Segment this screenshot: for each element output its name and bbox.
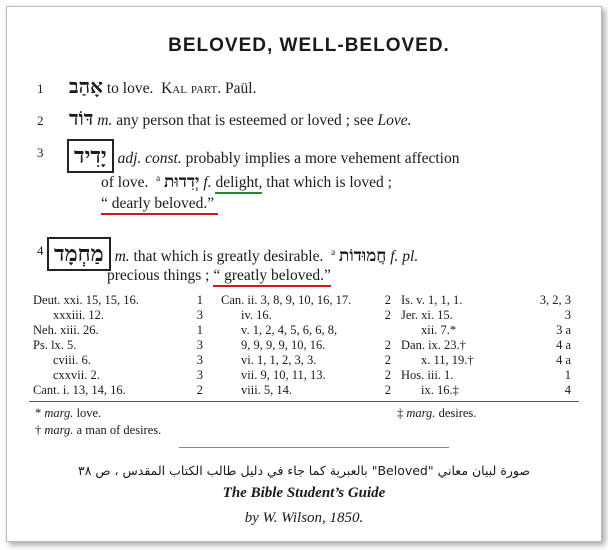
reference-citation: vii. 9, 10, 11, 13. — [241, 368, 326, 382]
reference-entry-number: 4 a — [556, 338, 571, 352]
footnote-symbol: * — [35, 406, 42, 420]
reference-citation: Is. v. 1, 1, 1. — [401, 293, 463, 307]
entry-3-line-3 — [101, 193, 218, 215]
reference-citation: xxxiii. 12. — [53, 308, 105, 322]
reference-row — [33, 308, 203, 323]
separator-rule — [29, 401, 579, 402]
reference-column-3 — [401, 293, 571, 398]
grammar-note: m. — [114, 248, 130, 265]
grammar-note: adj. const. — [117, 150, 182, 167]
reference-entry-number: 2 — [384, 368, 391, 382]
reference-row — [33, 383, 203, 398]
reference-citation: Cant. i. 13, 14, 16. — [33, 383, 126, 397]
reference-citation: Hos. iii. 1. — [401, 368, 454, 382]
arabic-caption: صورة لبيان معاني "Beloved" بالعبرية كما جاء في دليل طالب الكتاب المقدس ، ص ٣٨ — [78, 463, 530, 478]
reference-row — [33, 353, 203, 368]
reference-row — [401, 338, 571, 353]
entry-4-line-2 — [107, 265, 331, 287]
footnotes-left — [35, 405, 161, 439]
footnote-symbol: ‡ — [397, 406, 404, 420]
reference-row — [33, 368, 203, 383]
entry-number: 3 — [37, 145, 44, 160]
footnote-marg: marg. — [406, 406, 436, 420]
reference-citation: Ps. lx. 5. — [33, 338, 77, 352]
reference-row — [401, 383, 571, 398]
reference-entry-number: 2 — [384, 353, 391, 367]
page-heading: BELOVED, WELL-BELOVED. — [168, 35, 450, 56]
reference-row — [221, 323, 391, 338]
footnote-text: love. — [76, 406, 102, 420]
reference-citation: xii. 7.* — [421, 323, 457, 337]
footnote-marg: marg. — [44, 406, 74, 420]
hebrew-word-boxed: יָדִיד — [67, 139, 114, 173]
footnote-text: a man of desires. — [76, 423, 162, 437]
reference-row — [221, 353, 391, 368]
highlighted-quote: “ greatly beloved.” — [213, 267, 330, 287]
reference-citation: ix. 16.‡ — [421, 383, 459, 397]
reference-row — [221, 383, 391, 398]
reference-entry-number: 3 a — [556, 323, 571, 337]
book-title-caption: The Bible Student’s Guide — [222, 485, 386, 501]
footnote-marg: marg. — [44, 423, 74, 437]
footnote-symbol: † — [35, 423, 42, 437]
reference-row — [33, 323, 203, 338]
entry-text: to love. — [106, 80, 154, 97]
reference-row — [33, 338, 203, 353]
entry-text: that which is loved ; — [266, 174, 392, 192]
reference-citation: iv. 16. — [241, 308, 272, 322]
reference-entry-number: 3 — [196, 308, 203, 322]
reference-citation: cviii. 6. — [53, 353, 91, 367]
reference-entry-number: 3, 2, 3 — [539, 293, 571, 307]
reference-citation: viii. 5, 14. — [241, 383, 293, 397]
reference-citation: Deut. xxi. 15, 15, 16. — [33, 293, 139, 307]
document-frame — [6, 6, 602, 542]
entry-text: any person that is esteemed or loved ; see — [116, 112, 374, 129]
footnote-mark: a — [156, 173, 161, 183]
reference-entry-number: 2 — [384, 293, 391, 307]
entry-text: Paül. — [225, 80, 257, 97]
footnotes-right — [397, 405, 476, 422]
entry-number: 4 — [37, 243, 44, 258]
reference-entry-number: 1 — [564, 368, 571, 382]
reference-citation: v. 1, 2, 4, 5, 6, 6, 8, — [241, 323, 338, 337]
hebrew-word-boxed: מַחְמָד — [47, 237, 111, 271]
reference-citation: 9, 9, 9, 9, 10, 16. — [241, 338, 326, 352]
grammar-note: f. — [203, 174, 212, 192]
reference-row — [221, 368, 391, 383]
scanned-page — [29, 35, 597, 455]
entry-1 — [69, 75, 256, 100]
author-caption: by W. Wilson, 1850. — [244, 510, 364, 526]
reference-row — [401, 368, 571, 383]
grammar-note: Kal part. — [161, 80, 222, 97]
reference-row — [401, 353, 571, 368]
entry-text: probably implies a more vehement affection — [185, 150, 460, 167]
entry-text: that which is greatly desirable. — [133, 248, 324, 265]
reference-entry-number: 4 a — [556, 353, 571, 367]
entry-text: precious things ; — [107, 267, 210, 284]
footnote-mark: a — [331, 246, 336, 257]
reference-row — [221, 338, 391, 353]
hebrew-word: חֲמוּדוֹת — [338, 246, 387, 266]
reference-row — [401, 308, 571, 323]
hebrew-word: אָהַב — [69, 74, 103, 98]
reference-column-2 — [221, 293, 391, 398]
reference-entry-number: 3 — [196, 338, 203, 352]
reference-citation: vi. 1, 1, 2, 3, 3. — [241, 353, 317, 367]
reference-row — [33, 293, 203, 308]
highlighted-quote: “ dearly beloved.” — [101, 195, 218, 215]
reference-citation: x. 11, 19.† — [421, 353, 474, 367]
footnote-text: desires. — [438, 406, 477, 420]
entry-number: 2 — [37, 113, 44, 128]
entry-number: 1 — [37, 81, 44, 96]
reference-citation: Jer. xi. 15. — [401, 308, 453, 322]
reference-column-1 — [33, 293, 203, 398]
highlighted-word: delight, — [215, 174, 262, 194]
reference-row — [401, 293, 571, 308]
reference-citation: Can. ii. 3, 8, 9, 10, 16, 17. — [221, 293, 352, 307]
reference-citation: Neh. xiii. 26. — [33, 323, 99, 337]
reference-entry-number: 2 — [384, 308, 391, 322]
reference-row — [221, 293, 391, 308]
reference-citation: Dan. ix. 23.† — [401, 338, 466, 352]
entry-text: of love. — [101, 174, 149, 192]
cross-reference: Love. — [377, 112, 412, 129]
bottom-rule — [179, 447, 449, 448]
entry-3-line-2 — [101, 167, 392, 194]
reference-entry-number: 2 — [384, 383, 391, 397]
reference-entry-number: 3 — [196, 353, 203, 367]
reference-row — [401, 323, 571, 338]
reference-entry-number: 2 — [196, 383, 203, 397]
reference-entry-number: 3 — [564, 308, 571, 322]
hebrew-word: דּוֹד — [69, 106, 94, 130]
entry-2 — [69, 107, 411, 132]
grammar-note: m. — [97, 112, 113, 129]
reference-entry-number: 4 — [564, 383, 571, 397]
reference-entry-number: 1 — [196, 323, 203, 337]
hebrew-word: יְדִדוּת — [163, 172, 200, 193]
grammar-note: f. pl. — [390, 248, 419, 265]
reference-entry-number: 1 — [196, 293, 203, 307]
reference-entry-number: 3 — [196, 368, 203, 382]
reference-citation: cxxvii. 2. — [53, 368, 100, 382]
reference-row — [221, 308, 391, 323]
reference-entry-number: 2 — [384, 338, 391, 352]
